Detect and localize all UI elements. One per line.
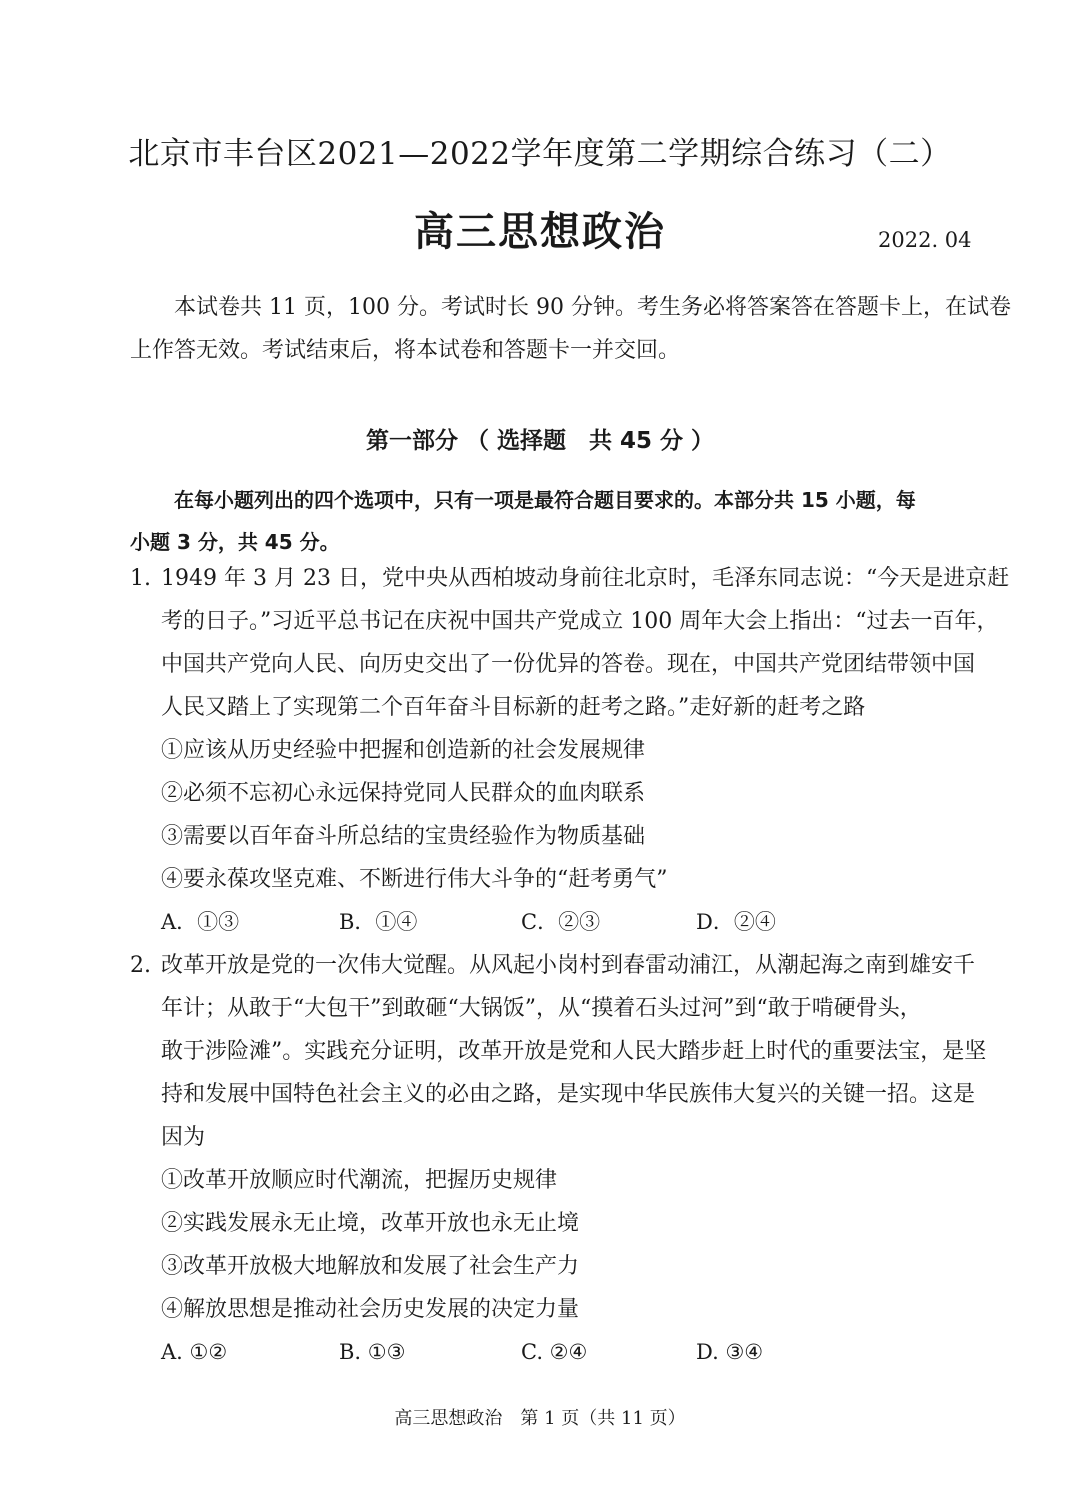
subject-title: 高三思想政治 xyxy=(414,209,666,255)
notice-line-1: 本试卷共 11 页，100 分。考试时长 90 分钟。考生务必将答案答在答题卡上，在试卷 xyxy=(174,295,1011,320)
part-one-instruction-1: 在每小题列出的四个选项中，只有一项是最符合题目要求的。本部分共 15 小题，每 xyxy=(174,488,916,512)
answer-option-c: C. ②④ xyxy=(521,1340,588,1364)
exam-date: 2022. 04 xyxy=(878,228,972,252)
exam-header-title: 北京市丰台区2021—2022学年度第二学期综合练习（二） xyxy=(128,136,952,172)
statement-4: ④解放思想是推动社会历史发展的决定力量 xyxy=(161,1297,580,1322)
question-stem-line: 改革开放是党的一次伟大觉醒。从风起小岗村到春雷动浦江，从潮起海之南到雄安千 xyxy=(161,953,976,978)
question-stem-line: 1949 年 3 月 23 日，党中央从西柏坡动身前往北京时，毛泽东同志说：“今天是进京赶 xyxy=(161,566,1010,591)
answer-option-a: A．①③ xyxy=(161,910,240,934)
answer-option-b: B．①④ xyxy=(339,910,418,934)
question-stem-line: 中国共产党向人民、向历史交出了一份优异的答卷。现在，中国共产党团结带领中国 xyxy=(161,652,976,677)
statement-4: ④要永葆攻坚克难、不断进行伟大斗争的“赶考勇气” xyxy=(161,867,668,892)
question-number: 1. xyxy=(130,566,151,591)
question-stem-line: 考的日子。”习近平总书记在庆祝中国共产党成立 100 周年大会上指出：“过去一百年， xyxy=(161,609,999,634)
answer-option-d: D．②④ xyxy=(696,910,776,934)
statement-3: ③改革开放极大地解放和发展了社会生产力 xyxy=(161,1254,580,1279)
statement-1: ①改革开放顺应时代潮流，把握历史规律 xyxy=(161,1168,558,1193)
question-number: 2. xyxy=(130,953,151,978)
notice-line-2: 上作答无效。考试结束后，将本试卷和答题卡一并交回。 xyxy=(130,338,681,363)
part-one-instruction-2: 小题 3 分，共 45 分。 xyxy=(130,530,340,554)
statement-2: ②必须不忘初心永远保持党同人民群众的血肉联系 xyxy=(161,781,646,806)
answer-option-a: A. ①② xyxy=(161,1340,228,1364)
question-stem-line: 人民又踏上了实现第二个百年奋斗目标新的赶考之路。”走好新的赶考之路 xyxy=(161,695,866,720)
question-stem-line: 持和发展中国特色社会主义的必由之路，是实现中华民族伟大复兴的关键一招。这是 xyxy=(161,1082,976,1107)
statement-1: ①应该从历史经验中把握和创造新的社会发展规律 xyxy=(161,738,646,763)
answer-option-c: C．②③ xyxy=(521,910,601,934)
statement-3: ③需要以百年奋斗所总结的宝贵经验作为物质基础 xyxy=(161,824,646,849)
question-stem-line: 敢于涉险滩”。实践充分证明，改革开放是党和人民大踏步赶上时代的重要法宝，是坚 xyxy=(161,1039,987,1064)
question-stem-line: 年计；从敢于“大包干”到敢砸“大锅饭”，从“摸着石头过河”到“敢于啃硬骨头， xyxy=(161,996,922,1021)
statement-2: ②实践发展永无止境，改革开放也永无止境 xyxy=(161,1211,580,1236)
page-footer: 高三思想政治 第 1 页（共 11 页） xyxy=(394,1408,686,1429)
part-one-title: 第一部分 （ 选择题 共 45 分 ） xyxy=(365,428,715,454)
answer-option-b: B. ①③ xyxy=(339,1340,406,1364)
answer-option-d: D. ③④ xyxy=(696,1340,764,1364)
question-stem-line: 因为 xyxy=(161,1125,206,1150)
